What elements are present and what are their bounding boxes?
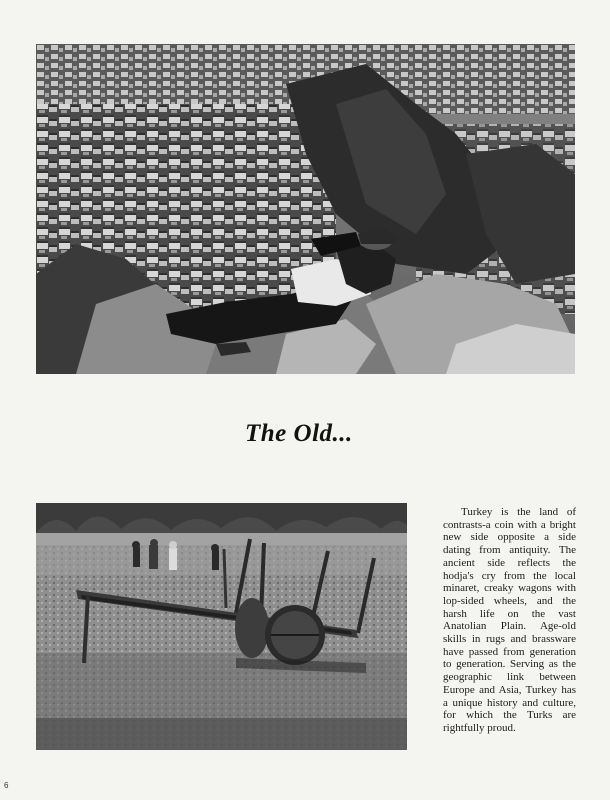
page-number: 6 — [4, 781, 9, 790]
body-paragraph: Turkey is the land of contrasts-a coin with a bright new side opposite a side dating from antiquity. The ancient side reflects the hodja's cry from the local minaret, creaky wagons with lop-sided wheels, and the harsh life on the vast Anatolian Plain. Age-old skills in rugs and brassware have passed from generation to generation. Serving as the geographic link between Europe and Asia, Turkey has a unique history and culture, for which the Turks are rightfully proud. — [443, 506, 576, 734]
field-cart-image — [36, 503, 407, 750]
section-title: The Old... — [245, 420, 353, 447]
field-cart-photo — [36, 503, 407, 750]
hillside-town-image — [36, 44, 575, 374]
hillside-town-photo — [36, 44, 575, 374]
